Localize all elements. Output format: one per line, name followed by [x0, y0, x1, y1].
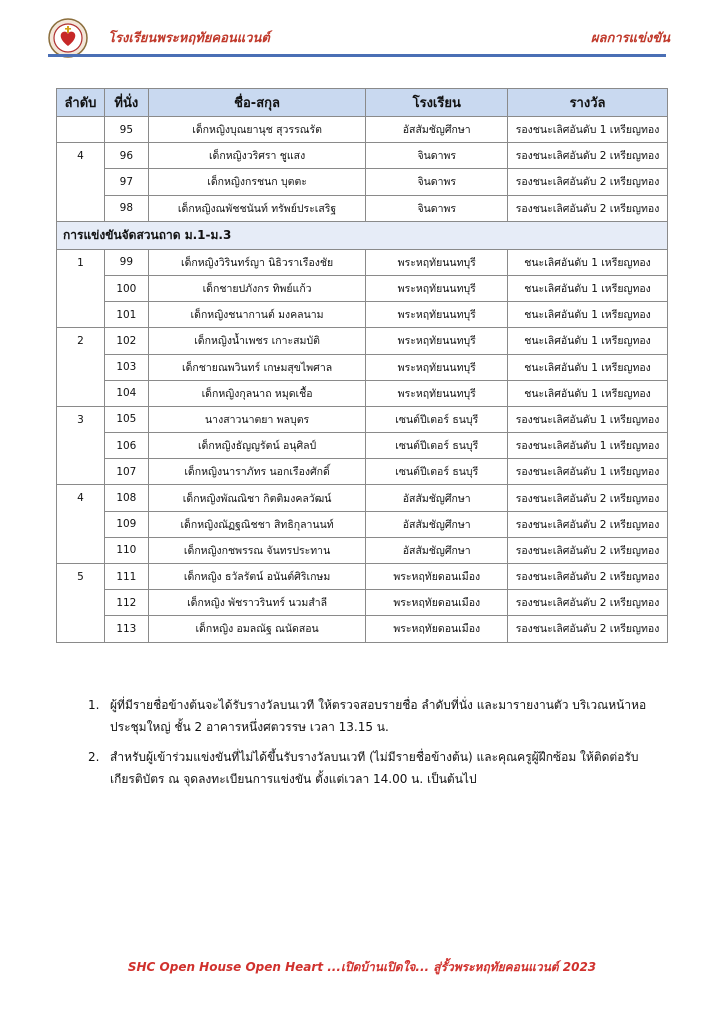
seat-cell: 111 [104, 564, 148, 590]
table-row [57, 195, 668, 221]
note-item [88, 746, 648, 790]
table-row [57, 590, 668, 616]
seat-cell: 98 [104, 195, 148, 221]
school-cell: พระหฤทัยนนทบุรี [366, 275, 508, 301]
school-cell: อัสสัมชัญศึกษา [366, 511, 508, 537]
page-header [48, 18, 670, 58]
rank-cell [57, 117, 105, 143]
name-cell: เด็กหญิงพัณณิชา กิตติมงคลวัฒน์ [148, 485, 366, 511]
page-footer: SHC Open House Open Heart ...เปิดบ้านเปิดใจ... สู่รั้วพระหฤทัยคอนแวนต์ 2023 [127, 960, 597, 974]
seat-cell: 99 [104, 249, 148, 275]
section-title: การแข่งขันจัดสวนถาด ม.1-ม.3 [57, 221, 668, 249]
name-cell: นางสาวนาตยา พลบุตร [148, 406, 366, 432]
name-cell: เด็กหญิงกุลนาถ หมุดเชื้อ [148, 380, 366, 406]
name-cell: เด็กหญิงวริศรา ชูแสง [148, 143, 366, 169]
award-cell: รองชนะเลิศอันดับ 2 เหรียญทอง [508, 485, 668, 511]
table-row [57, 616, 668, 642]
table-row [57, 143, 668, 169]
name-cell: เด็กหญิงกรชนก บุตตะ [148, 169, 366, 195]
school-name: โรงเรียนพระหฤทัยคอนแวนต์ [108, 31, 270, 46]
section-row [57, 221, 668, 249]
school-cell: เซนต์ปีเตอร์ ธนบุรี [366, 433, 508, 459]
seat-cell: 95 [104, 117, 148, 143]
name-cell: เด็กหญิงน้ำเพชร เกาะสมบัติ [148, 328, 366, 354]
name-cell: เด็กชายณพวินทร์ เกษมสุขไพศาล [148, 354, 366, 380]
school-cell: จินดาพร [366, 143, 508, 169]
name-cell: เด็กชายปภังกร ทิพย์แก้ว [148, 275, 366, 301]
rank-cell [57, 590, 105, 616]
rank-cell [57, 354, 105, 380]
school-cell: พระหฤทัยดอนเมือง [366, 564, 508, 590]
table-header-row [57, 89, 668, 117]
seat-cell: 100 [104, 275, 148, 301]
table-row [57, 537, 668, 563]
table-row [57, 380, 668, 406]
name-cell: เด็กหญิง พัชราวรินทร์ นวมสำลี [148, 590, 366, 616]
seat-cell: 97 [104, 169, 148, 195]
seat-cell: 104 [104, 380, 148, 406]
seat-cell: 96 [104, 143, 148, 169]
table-row [57, 485, 668, 511]
table-row [57, 169, 668, 195]
school-cell: พระหฤทัยนนทบุรี [366, 328, 508, 354]
award-cell: รองชนะเลิศอันดับ 1 เหรียญทอง [508, 459, 668, 485]
award-cell: ชนะเลิศอันดับ 1 เหรียญทอง [508, 354, 668, 380]
school-cell: อัสสัมชัญศึกษา [366, 117, 508, 143]
name-cell: เด็กหญิง อมลณัฐ ณนัดสอน [148, 616, 366, 642]
school-cell: จินดาพร [366, 195, 508, 221]
rank-cell [57, 616, 105, 642]
results-table [56, 88, 668, 643]
seat-cell: 108 [104, 485, 148, 511]
note-text: สำหรับผู้เข้าร่วมแข่งขันที่ไม่ได้ขึ้นรับรางวัลบนเวที (ไม่มีรายชื่อข้างต้น) และคุณครูผู้ฝึกซ้อม ให้ติดต่อรับเกียรติบัตร ณ จุดลงทะเบียนการแข่งขัน ตั้งแต่เวลา 14.00 น. เป็นต้นไป [110, 750, 639, 786]
rank-cell [57, 169, 105, 195]
award-cell: รองชนะเลิศอันดับ 2 เหรียญทอง [508, 616, 668, 642]
rank-cell [57, 537, 105, 563]
seat-cell: 103 [104, 354, 148, 380]
report-title: ผลการแข่งขัน [590, 31, 670, 46]
column-header-rank: ลำดับ [57, 89, 105, 117]
rank-cell [57, 302, 105, 328]
rank-cell: 1 [57, 249, 105, 275]
rank-cell [57, 380, 105, 406]
award-cell: รองชนะเลิศอันดับ 2 เหรียญทอง [508, 590, 668, 616]
award-cell: ชนะเลิศอันดับ 1 เหรียญทอง [508, 275, 668, 301]
table-row [57, 249, 668, 275]
award-cell: รองชนะเลิศอันดับ 2 เหรียญทอง [508, 195, 668, 221]
school-cell: พระหฤทัยนนทบุรี [366, 354, 508, 380]
award-cell: ชนะเลิศอันดับ 1 เหรียญทอง [508, 380, 668, 406]
table-row [57, 354, 668, 380]
seat-cell: 106 [104, 433, 148, 459]
note-number: 1. [88, 698, 100, 712]
award-cell: รองชนะเลิศอันดับ 1 เหรียญทอง [508, 433, 668, 459]
column-header-school: โรงเรียน [366, 89, 508, 117]
table-row [57, 117, 668, 143]
school-cell: อัสสัมชัญศึกษา [366, 537, 508, 563]
name-cell: เด็กหญิงณพัชชนันท์ ทรัพย์ประเสริฐ [148, 195, 366, 221]
notes-list [88, 694, 648, 798]
rank-cell [57, 433, 105, 459]
rank-cell: 2 [57, 328, 105, 354]
table-row [57, 459, 668, 485]
name-cell: เด็กหญิงบุณยานุช สุวรรณรัต [148, 117, 366, 143]
school-cell: พระหฤทัยดอนเมือง [366, 616, 508, 642]
table-row [57, 275, 668, 301]
school-cell: พระหฤทัยนนทบุรี [366, 249, 508, 275]
award-cell: รองชนะเลิศอันดับ 2 เหรียญทอง [508, 169, 668, 195]
seat-cell: 107 [104, 459, 148, 485]
name-cell: เด็กหญิงวิรินทร์ญา นิธิวราเรืองชัย [148, 249, 366, 275]
school-logo [48, 18, 88, 58]
table-row [57, 433, 668, 459]
rank-cell [57, 275, 105, 301]
award-cell: รองชนะเลิศอันดับ 1 เหรียญทอง [508, 406, 668, 432]
name-cell: เด็กหญิงกชพรรณ จันทรประทาน [148, 537, 366, 563]
name-cell: เด็กหญิงธัญญรัตน์ อนุศิลป์ [148, 433, 366, 459]
award-cell: รองชนะเลิศอันดับ 2 เหรียญทอง [508, 537, 668, 563]
school-cell: เซนต์ปีเตอร์ ธนบุรี [366, 406, 508, 432]
column-header-name: ชื่อ-สกุล [148, 89, 366, 117]
header-divider [48, 54, 666, 57]
rank-cell: 3 [57, 406, 105, 432]
rank-cell [57, 511, 105, 537]
table-row [57, 511, 668, 537]
school-cell: พระหฤทัยดอนเมือง [366, 590, 508, 616]
school-cell: จินดาพร [366, 169, 508, 195]
award-cell: รองชนะเลิศอันดับ 1 เหรียญทอง [508, 117, 668, 143]
name-cell: เด็กหญิง ธวัลรัตน์ อนันต์ศิริเกษม [148, 564, 366, 590]
rank-cell [57, 195, 105, 221]
award-cell: ชนะเลิศอันดับ 1 เหรียญทอง [508, 249, 668, 275]
award-cell: รองชนะเลิศอันดับ 2 เหรียญทอง [508, 564, 668, 590]
award-cell: ชนะเลิศอันดับ 1 เหรียญทอง [508, 328, 668, 354]
school-cell: เซนต์ปีเตอร์ ธนบุรี [366, 459, 508, 485]
table-row [57, 302, 668, 328]
table-row [57, 328, 668, 354]
rank-cell [57, 459, 105, 485]
table-row [57, 406, 668, 432]
school-cell: พระหฤทัยนนทบุรี [366, 302, 508, 328]
seat-cell: 102 [104, 328, 148, 354]
seat-cell: 101 [104, 302, 148, 328]
note-number: 2. [88, 750, 100, 764]
award-cell: ชนะเลิศอันดับ 1 เหรียญทอง [508, 302, 668, 328]
table-row [57, 564, 668, 590]
note-text: ผู้ที่มีรายชื่อข้างต้นจะได้รับรางวัลบนเวที ให้ตรวจสอบรายชื่อ ลำดับที่นั่ง และมารายงานตัว บริเวณหน้าหอประชุมใหญ่ ชั้น 2 อาคารหนึ่งศตวรรษ เวลา 13.15 น. [110, 698, 647, 734]
seat-cell: 113 [104, 616, 148, 642]
rank-cell: 4 [57, 485, 105, 511]
name-cell: เด็กหญิงชนากานต์ มงคลนาม [148, 302, 366, 328]
rank-cell: 4 [57, 143, 105, 169]
award-cell: รองชนะเลิศอันดับ 2 เหรียญทอง [508, 511, 668, 537]
seat-cell: 109 [104, 511, 148, 537]
name-cell: เด็กหญิงณัฏฐณิชชา สิทธิกุลานนท์ [148, 511, 366, 537]
school-cell: พระหฤทัยนนทบุรี [366, 380, 508, 406]
award-cell: รองชนะเลิศอันดับ 2 เหรียญทอง [508, 143, 668, 169]
column-header-seat: ที่นั่ง [104, 89, 148, 117]
note-item [88, 694, 648, 738]
school-cell: อัสสัมชัญศึกษา [366, 485, 508, 511]
column-header-award: รางวัล [508, 89, 668, 117]
seat-cell: 105 [104, 406, 148, 432]
name-cell: เด็กหญิงนาราภัทร นอกเรืองศักดิ์ [148, 459, 366, 485]
seat-cell: 110 [104, 537, 148, 563]
rank-cell: 5 [57, 564, 105, 590]
seat-cell: 112 [104, 590, 148, 616]
